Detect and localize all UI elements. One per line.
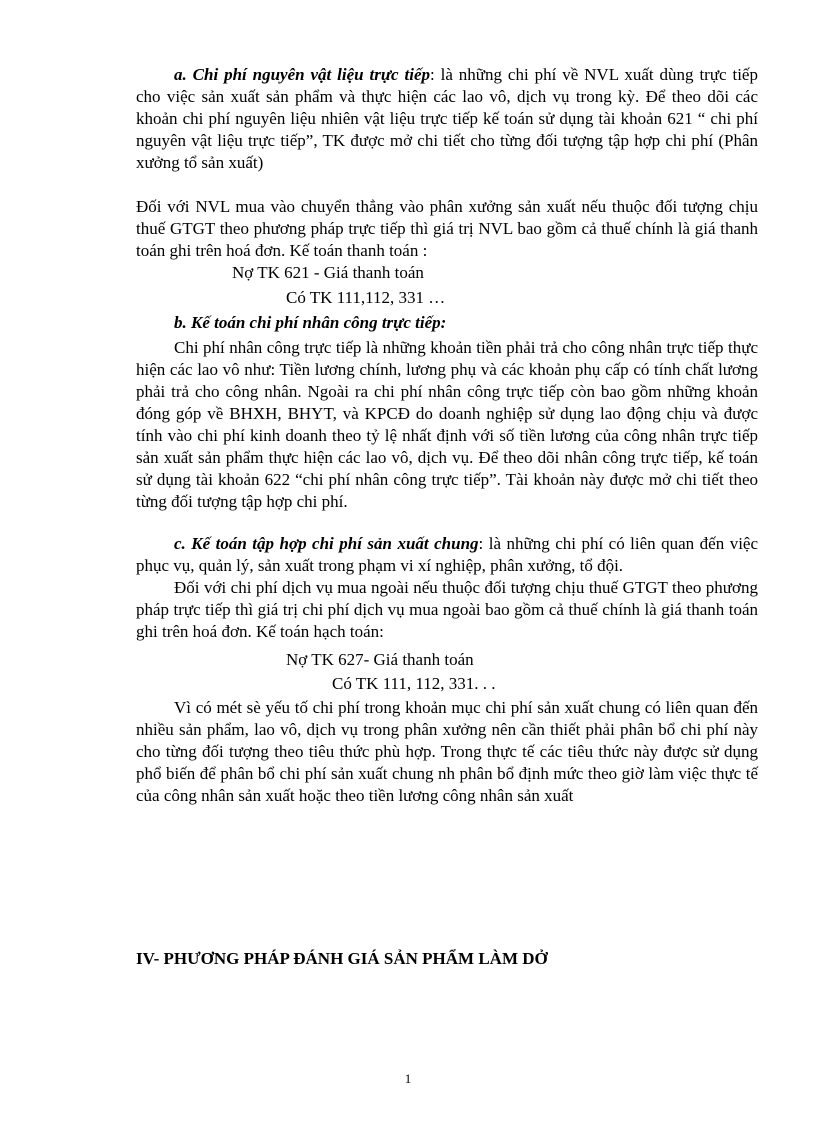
page-number: 1 bbox=[404, 1071, 412, 1086]
heading-c: c. Kế toán tập hợp chi phí sản xuất chung bbox=[174, 534, 479, 553]
heading-b: b. Kế toán chi phí nhân công trực tiếp: bbox=[174, 313, 447, 332]
paragraph-a bbox=[136, 64, 758, 174]
paragraph-c2: Đối với chi phí dịch vụ mua ngoài nếu thuộc đối tượng chịu thuế GTGT theo phương pháp trực tiếp thì giá trị chi phí dịch vụ mua ngoài bao gồm cả thuế chính là giá thanh toán ghi trên hoá đơn. Kế toán hạch toán: bbox=[136, 578, 758, 641]
section-iv-title: IV- PHƯƠNG PHÁP ĐÁNH GIÁ SẢN PHẨM LÀM DỞ bbox=[136, 949, 548, 968]
paragraph-c3: Vì có mét sè yếu tố chi phí trong khoản mục chi phí sản xuất chung có liên quan đến nhiều sản phẩm, lao vô, dịch vụ trong phân xưởng nên cần thiết phải phân bổ chi phí này cho từng đối tượng theo tiêu thức phù hợp. Trong thực tế các tiêu thức này được sử dụng phổ biến để phân bổ chi phí sản xuất chung nh phân bổ định mức theo giờ làm việc thực tế của công nhân sản xuất hoặc theo tiền lương công nhân sản xuất bbox=[136, 698, 758, 805]
heading-a: a. Chi phí nguyên vật liệu trực tiếp bbox=[174, 65, 430, 84]
paragraph-c-text: : là những chi phí có liên quan đến việc phục vụ, quản lý, sản xuất trong phạm vi xí nghiệp, phân xưởng, tổ đội. bbox=[136, 534, 759, 575]
paragraph-b: Chi phí nhân công trực tiếp là những khoản tiền phải trả cho công nhân trực tiếp thực hiện các lao vô như: Tiền lương chính, lương phụ và các khoản phụ cấp có tính chất lương phải trả cho công nhân. Ngoài ra chi phí nhân công trực tiếp còn bao gồm những khoản đóng góp về BHXH, BHYT, và KPCĐ do doanh nghiệp sử dụng lao động chịu và được tính vào chi phí kinh doanh theo tỷ lệ nhất định với số tiền lương của công nhân trực tiếp sản xuất sản phẩm thực hiện các lao vô, dịch vụ. Để theo dõi nhân công trực tiếp, kế toán sử dụng tài khoản 622 “chi phí nhân công trực tiếp”. Tài khoản này được mở chi tiết theo từng đối tượng tập hợp chi phí. bbox=[136, 338, 758, 511]
entry-debit-621: Nợ TK 621 - Giá thanh toán bbox=[232, 263, 424, 282]
paragraph-a2: Đối với NVL mua vào chuyển thẳng vào phân xưởng sản xuất nếu thuộc đối tượng chịu thuế GTGT theo phương pháp trực tiếp thì giá trị NVL bao gồm cả thuế chính là giá thanh toán ghi trên hoá đơn. Kế toán thanh toán : bbox=[136, 197, 758, 260]
entry-credit-627: Có TK 111, 112, 331. . . bbox=[332, 674, 496, 693]
entry-debit-627: Nợ TK 627- Giá thanh toán bbox=[286, 650, 474, 669]
entry-credit-621: Có TK 111,112, 331 … bbox=[286, 288, 446, 307]
paragraph-c bbox=[136, 533, 758, 577]
paragraph-a-text: : là những chi phí về NVL xuất dùng trực tiếp cho việc sản xuất sản phẩm và thực hiện các lao vô, dịch vụ trong kỳ. Để theo dõi các khoản chi phí nguyên liệu nhiên vật liệu trực tiếp kế toán sử dụng tài khoản 621 “ chi phí nguyên vật liệu trực tiếp”, TK được mở chi tiết cho từng đối tượng tập hợp chi phí (Phân xưởng tổ sản xuất) bbox=[136, 65, 758, 172]
